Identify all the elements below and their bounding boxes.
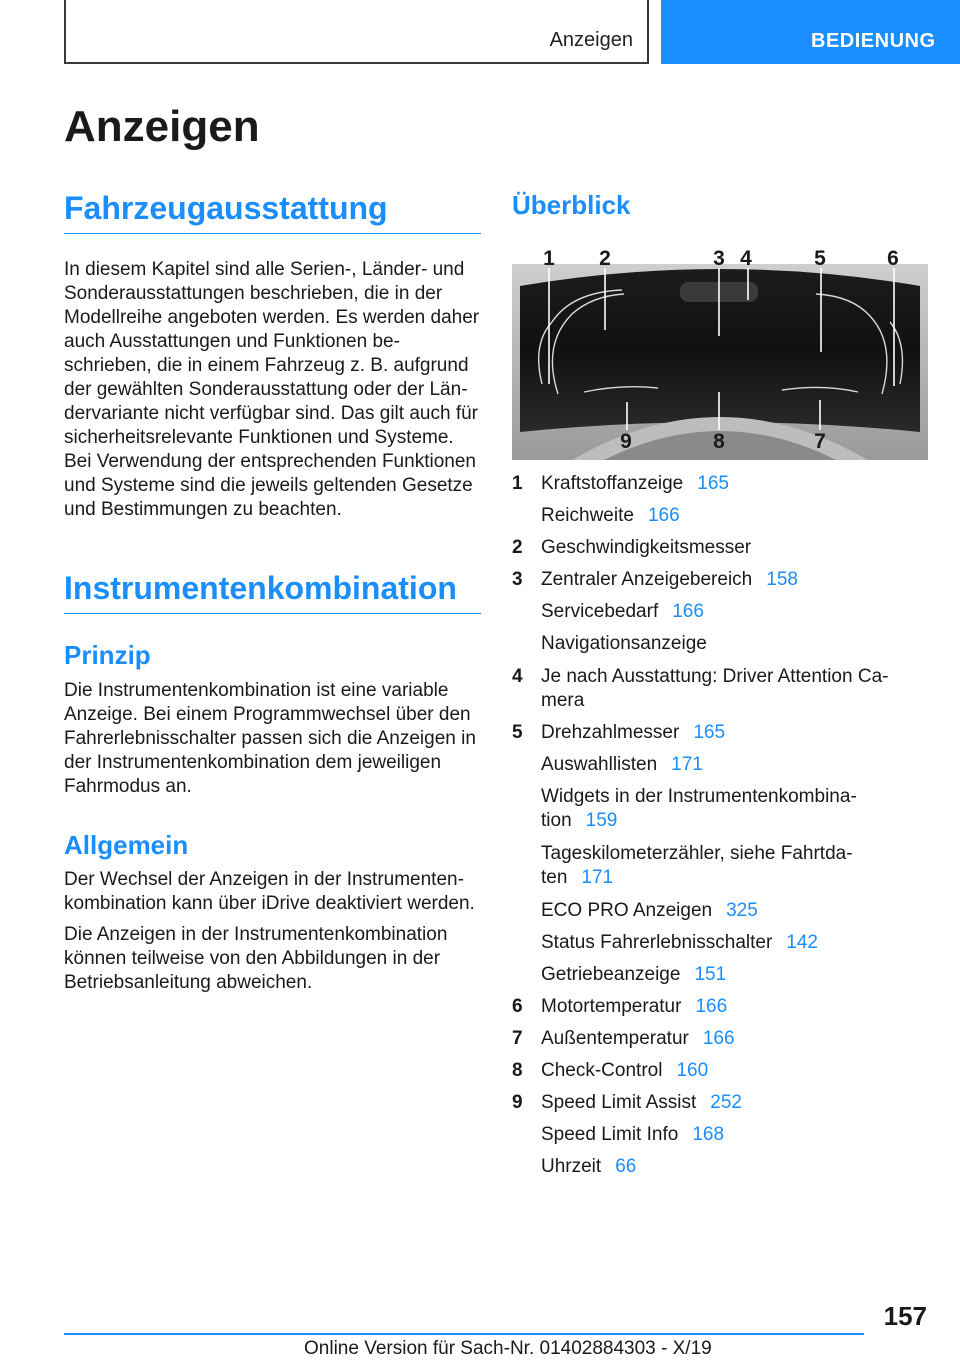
page-title: Anzeigen — [64, 102, 260, 151]
heading-fahrzeugausstattung: Fahrzeugausstattung — [64, 190, 481, 234]
page-ref-link[interactable]: 166 — [647, 505, 680, 526]
page-ref-link[interactable]: 171 — [581, 867, 614, 888]
page-ref-link[interactable]: 165 — [693, 722, 726, 743]
callout-2: 2 — [599, 247, 611, 270]
callout-4: 4 — [740, 247, 752, 270]
page-number: 157 — [883, 1301, 927, 1331]
header-section-tab — [64, 0, 649, 64]
page-ref-link[interactable]: 252 — [710, 1092, 742, 1113]
callout-1: 1 — [543, 247, 555, 270]
page-ref-link[interactable]: 158 — [766, 569, 798, 590]
page-ref-link[interactable]: 142 — [786, 932, 818, 953]
heading-allgemein: Allgemein — [64, 830, 189, 860]
callout-6: 6 — [887, 247, 899, 270]
page-ref-link[interactable]: 166 — [672, 601, 704, 622]
page-ref-link[interactable]: 159 — [585, 810, 618, 831]
right-column — [512, 190, 928, 221]
heading-instrumentenkombination: Instrumentenkombination — [64, 570, 481, 614]
header-chapter-tab — [661, 0, 960, 64]
callout-9: 9 — [620, 430, 632, 453]
page-ref-link[interactable]: 166 — [702, 1028, 735, 1049]
callout-8: 8 — [713, 430, 725, 453]
callout-3: 3 — [713, 247, 725, 270]
text-allgemein-1: Der Wechsel der Anzeigen in der Instrumentenkombination kann über iDrive deaktiviert werden. — [64, 869, 475, 914]
section-fahrzeugausstattung — [64, 190, 481, 520]
callout-5: 5 — [814, 247, 826, 270]
page-ref-link[interactable]: 171 — [671, 754, 703, 775]
text-fahrzeugausstattung: In diesem Kapitel sind alle Serien-, Länder- und Sonderausstattungen beschrieben, die in der Modellreihe angeboten werden. Es werden daher auch Ausstattungen und Funktionen beschrieben, die in einem Fahrzeug z. B. aufgrund der gewählten Sonderausstattung oder der Ländervariante nicht verfügbar sind. Das gilt auch für sicherheitsrelevante Funktionen und Systeme. Bei Verwendung der entsprechenden Funktionen und Systeme sind die jeweils geltenden Gesetze und Bestimmungen zu beachten. — [64, 259, 480, 520]
page-ref-link[interactable]: 160 — [676, 1060, 709, 1081]
header-section-label: Anzeigen — [549, 29, 633, 51]
page-ref-link[interactable]: 66 — [615, 1156, 637, 1177]
text-prinzip: Die Instrumentenkombination ist eine variable Anzeige. Bei einem Programmwechsel über den Fahrerlebnisschalter passen sich die Anzeigen in der Instrumentenkombination dem jeweiligen Fahrmodus an. — [64, 680, 476, 797]
callout-7: 7 — [814, 430, 826, 453]
header-chapter-label: BEDIENUNG — [811, 30, 936, 52]
footer-version-text: Online Version für Sach-Nr. 01402884303 - X/19 — [304, 1338, 712, 1359]
footer-divider — [64, 1333, 864, 1335]
heading-ueberblick: Überblick — [512, 190, 631, 220]
text-allgemein-2: Die Anzeigen in der Instrumentenkombination können teilweise von den Abbildungen in der Betriebsanleitung abweichen. — [64, 924, 448, 993]
section-instrumentenkombination — [64, 570, 481, 993]
page-ref-link[interactable]: 325 — [726, 900, 758, 921]
instrument-cluster-illustration — [512, 244, 928, 460]
page-ref-link[interactable]: 168 — [692, 1124, 725, 1145]
heading-prinzip: Prinzip — [64, 640, 151, 670]
page-ref-link[interactable]: 165 — [697, 473, 729, 494]
page-ref-link[interactable]: 151 — [694, 964, 727, 985]
page-ref-link[interactable]: 166 — [695, 996, 728, 1017]
